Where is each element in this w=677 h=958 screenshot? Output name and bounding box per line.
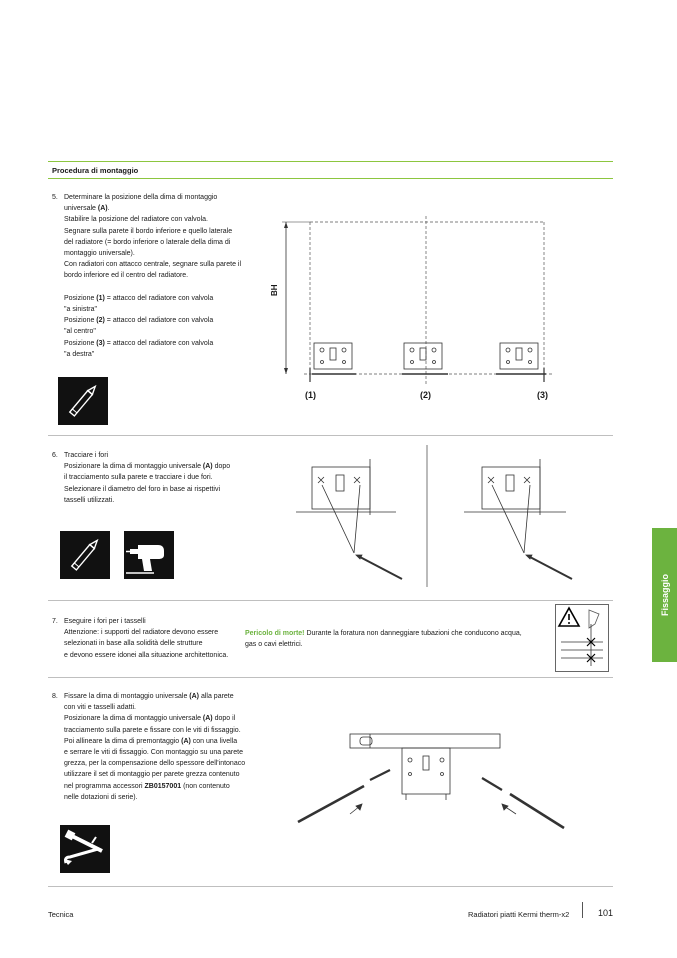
- step-bold-ref: (A): [189, 693, 200, 700]
- step-line: [64, 248, 267, 259]
- footer-right: Radiatori piatti Kermi therm-x2: [468, 910, 570, 919]
- step-line: [64, 702, 267, 713]
- drill-icon: [124, 531, 174, 579]
- step-number: 6.: [52, 452, 58, 459]
- step-text: con viti e tasselli adatti.: [64, 704, 136, 712]
- pencil-icon: [60, 531, 110, 579]
- step-bold-ref: (3): [96, 339, 105, 347]
- step-line: [64, 192, 267, 203]
- step-text: montaggio universale).: [64, 250, 135, 258]
- step-line: [64, 461, 267, 472]
- step-line: [64, 792, 267, 803]
- separator-rule: [48, 886, 613, 887]
- step-line: [64, 315, 267, 326]
- step-line: [64, 326, 267, 337]
- step-text: universale: [64, 205, 98, 213]
- step-text: con una livella: [190, 737, 238, 745]
- warning-text: [245, 628, 522, 650]
- step-line: [64, 270, 267, 281]
- section-tab-label: Fissaggio: [659, 573, 670, 617]
- step-text: il tracciamento sulla parete e tracciare i due fori.: [64, 474, 213, 482]
- step-bold-ref: ZB0157001: [144, 782, 182, 790]
- step-line: [64, 616, 267, 627]
- section-title: Procedura di montaggio: [52, 166, 139, 175]
- step-text: bordo inferiore ed il centro del radiatore.: [64, 272, 189, 280]
- step-text: Eseguire i fori per i tasselli: [64, 618, 146, 625]
- step-text: alla parete: [199, 693, 234, 700]
- step-line: [64, 713, 267, 724]
- position-label-3: (3): [537, 390, 548, 400]
- pencil-icon: [58, 377, 108, 425]
- step-text: nelle dotazioni di serie).: [64, 793, 138, 801]
- step-text: = attacco del radiatore con valvola: [104, 294, 214, 302]
- step-line: [64, 627, 267, 638]
- step-line: [64, 214, 267, 225]
- footer-left: Tecnica: [48, 910, 74, 919]
- step-6: [52, 450, 267, 506]
- step-line: [64, 495, 267, 506]
- step-5: [52, 192, 267, 360]
- step-text: Posizione: [64, 317, 97, 325]
- step-text: Fissare la dima di montaggio universale: [64, 693, 190, 700]
- bh-label: BH: [270, 284, 279, 296]
- marking-holes-diagram: [296, 445, 616, 595]
- step-line: [64, 747, 267, 758]
- top-rule: [48, 161, 613, 162]
- separator-rule: [48, 435, 613, 436]
- step-line: [64, 304, 267, 315]
- step-bold-ref: (2): [96, 317, 105, 325]
- step-7: [52, 616, 267, 661]
- step-number: 7.: [52, 618, 58, 625]
- warning-line-2: gas o cavi elettrici.: [245, 641, 303, 649]
- step-text: = attacco del radiatore con valvola: [104, 339, 214, 347]
- step-text: e devono essere idonei alla situazione architettonica.: [64, 651, 229, 659]
- step-line: [64, 484, 267, 495]
- step-text: Stabilire la posizione del radiatore con valvola.: [64, 216, 208, 224]
- step-text: "al centro": [64, 328, 96, 336]
- step-line: [64, 781, 267, 792]
- page-number: 101: [598, 908, 614, 918]
- step-text: Poi allineare la dima di premontaggio: [64, 737, 182, 745]
- step-line: [64, 203, 267, 214]
- section-tab-fissaggio[interactable]: [652, 528, 677, 662]
- fixing-template-diagram: [290, 730, 580, 835]
- step-line: [64, 450, 267, 461]
- step-line: [64, 293, 267, 304]
- step-text: del radiatore (= bordo inferiore o laterale della dima di: [64, 238, 231, 246]
- step-line: [64, 259, 267, 270]
- step-text: Posizionare la dima di montaggio universale: [64, 715, 203, 723]
- footer-divider: [582, 902, 583, 918]
- step-line: [64, 638, 267, 649]
- step-number: 5.: [52, 194, 58, 201]
- warning-title: Pericolo di morte!: [245, 630, 305, 637]
- step-bold-ref: (A): [181, 737, 191, 745]
- step-line: [64, 237, 267, 248]
- step-8: [52, 691, 267, 803]
- step-line: [64, 226, 267, 237]
- separator-rule: [48, 677, 613, 678]
- step-text: dopo il: [212, 715, 236, 723]
- step-line: [64, 472, 267, 483]
- step-bold-ref: (A): [202, 715, 213, 723]
- step-text: Posizionare la dima di montaggio universale: [64, 463, 203, 471]
- step-text: Con radiatori con attacco centrale, segnare sulla parete il: [64, 261, 242, 269]
- step-text: "a destra": [64, 350, 95, 358]
- step-text: (non contenuto: [181, 782, 230, 790]
- bracket-position-3: [496, 343, 546, 382]
- step-line: [64, 338, 267, 349]
- step-text: "a sinistra": [64, 306, 97, 314]
- position-label-1: (1): [305, 390, 316, 400]
- step-text: nel programma accessori: [64, 782, 145, 790]
- step-text: dopo: [212, 463, 231, 471]
- position-label-2: (2): [420, 390, 431, 400]
- step-text: = attacco del radiatore con valvola: [104, 317, 214, 325]
- warning-line-1: Durante la foratura non danneggiare tubazioni che conducono acqua,: [304, 630, 522, 637]
- section-rule: [48, 178, 613, 179]
- step-text: Segnare sulla parete il bordo inferiore e quello laterale: [64, 227, 233, 235]
- step-text: e serrare le viti di fissaggio. Con montaggio su una parete: [64, 749, 243, 757]
- step-text: tracciamento sulla parete e fissare con le viti di fissaggio.: [64, 726, 241, 734]
- step-text: .: [107, 205, 110, 213]
- bracket-position-1: [310, 343, 356, 382]
- step-line: [64, 769, 267, 780]
- step-line: [64, 691, 267, 702]
- step-text: Determinare la posizione della dima di montaggio: [64, 194, 218, 201]
- step-text: Selezionare il diametro del foro in base ai rispettivi: [64, 485, 221, 493]
- step-text: Posizione: [64, 339, 97, 347]
- step-text: grezza, per la compensazione dello spessore dell'intonaco: [64, 760, 246, 768]
- template-position-diagram: [268, 210, 568, 395]
- warning-triangle-icon: [555, 604, 609, 672]
- step-line: [64, 736, 267, 747]
- step-text: tasselli utilizzati.: [64, 496, 115, 504]
- step-text: Tracciare i fori: [64, 452, 109, 459]
- step-line: [64, 349, 267, 360]
- step-text: Attenzione: i supporti del radiatore devono essere: [64, 629, 219, 637]
- step-number: 8.: [52, 693, 58, 700]
- step-text: utilizzare il set di montaggio per parete grezza contenuto: [64, 771, 240, 779]
- step-bold-ref: (1): [96, 294, 105, 302]
- step-line: [64, 650, 267, 661]
- bracket-position-2: [402, 343, 448, 374]
- step-line: [64, 758, 267, 769]
- wrench-icon: [60, 825, 110, 873]
- separator-rule: [48, 600, 613, 601]
- step-bold-ref: (A): [97, 205, 108, 213]
- step-line: [64, 725, 267, 736]
- step-text: Posizione: [64, 294, 97, 302]
- step-line: [64, 282, 267, 293]
- step-text: selezionati in base alla solidità delle strutture: [64, 640, 203, 648]
- step-bold-ref: (A): [202, 463, 213, 471]
